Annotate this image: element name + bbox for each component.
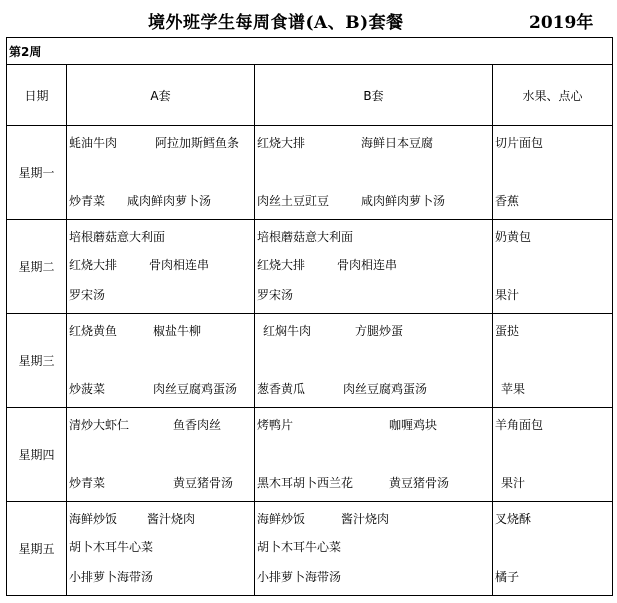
header-day: 日期 [7, 65, 67, 126]
dish: 骨肉相连串 [149, 258, 210, 272]
dish: 海鲜炒饭 [69, 512, 118, 526]
header-set-b: B套 [255, 65, 493, 126]
dish: 清炒大虾仁 [69, 418, 130, 432]
set-b-cell [255, 502, 493, 596]
dish: 蚝油牛肉 [69, 136, 118, 150]
fruit: 果汁 [495, 288, 520, 302]
day-row [7, 408, 613, 502]
day-row [7, 502, 613, 596]
day-name: 星期四 [7, 408, 67, 502]
set-a-cell [67, 502, 255, 596]
dish: 炒青菜 [69, 476, 106, 490]
day-name: 星期三 [7, 314, 67, 408]
dish: 红烧大排 [257, 136, 306, 150]
dish: 红烧大排 [69, 258, 118, 272]
day-name: 星期二 [7, 220, 67, 314]
set-a-cell [67, 126, 255, 220]
dish: 肉丝豆腐鸡蛋汤 [343, 382, 428, 396]
menu-table [6, 37, 613, 596]
dish: 培根蘑菇意大利面 [257, 230, 354, 244]
dish: 咖喱鸡块 [389, 418, 438, 432]
dish: 胡卜木耳牛心菜 [69, 540, 154, 554]
year-label: 2019年 [529, 13, 594, 33]
dish: 罗宋汤 [257, 288, 294, 302]
set-a-cell [67, 220, 255, 314]
snack: 羊角面包 [495, 418, 544, 432]
dish: 鱼香肉丝 [173, 418, 222, 432]
fruit: 橘子 [495, 570, 520, 584]
dish: 阿拉加斯鳕鱼条 [155, 136, 240, 150]
fruit-snack-cell [493, 502, 613, 596]
snack: 切片面包 [495, 136, 544, 150]
dish: 酱汁烧肉 [341, 512, 390, 526]
dish: 咸肉鲜肉萝卜汤 [361, 194, 446, 208]
set-b-cell [255, 314, 493, 408]
dish: 罗宋汤 [69, 288, 106, 302]
fruit: 果汁 [501, 476, 526, 490]
dish: 海鲜日本豆腐 [361, 136, 434, 150]
dish: 方腿炒蛋 [355, 324, 404, 338]
set-b-cell [255, 408, 493, 502]
header-row [7, 65, 613, 126]
header-set-a: A套 [67, 65, 255, 126]
snack: 蛋挞 [495, 324, 520, 338]
dish: 黄豆猪骨汤 [389, 476, 450, 490]
day-name: 星期一 [7, 126, 67, 220]
dish: 肉丝豆腐鸡蛋汤 [153, 382, 238, 396]
dish: 海鲜炒饭 [257, 512, 306, 526]
dish: 椒盐牛柳 [153, 324, 202, 338]
dish: 烤鸭片 [257, 418, 294, 432]
fruit-snack-cell [493, 314, 613, 408]
week-label: 第2周 [7, 38, 613, 65]
dish: 培根蘑菇意大利面 [69, 230, 166, 244]
page-title: 境外班学生每周食谱(A、B)套餐 [148, 13, 404, 33]
fruit-snack-cell [493, 220, 613, 314]
dish: 骨肉相连串 [337, 258, 398, 272]
day-name: 星期五 [7, 502, 67, 596]
header-fruit-snack: 水果、点心 [493, 65, 613, 126]
set-b-cell [255, 220, 493, 314]
dish: 红焖牛肉 [263, 324, 312, 338]
day-row [7, 220, 613, 314]
fruit: 苹果 [501, 382, 526, 396]
dish: 小排萝卜海带汤 [257, 570, 342, 584]
dish: 炒青菜 [69, 194, 106, 208]
day-row [7, 314, 613, 408]
set-a-cell [67, 314, 255, 408]
dish: 小排萝卜海带汤 [69, 570, 154, 584]
fruit: 香蕉 [495, 194, 520, 208]
snack: 叉烧酥 [495, 512, 532, 526]
dish: 黑木耳胡卜西兰花 [257, 476, 354, 490]
fruit-snack-cell [493, 126, 613, 220]
dish: 胡卜木耳牛心菜 [257, 540, 342, 554]
dish: 红烧黄鱼 [69, 324, 118, 338]
dish: 葱香黄瓜 [257, 382, 306, 396]
dish: 酱汁烧肉 [147, 512, 196, 526]
fruit-snack-cell [493, 408, 613, 502]
dish: 红烧大排 [257, 258, 306, 272]
week-row [7, 38, 613, 65]
dish: 黄豆猪骨汤 [173, 476, 234, 490]
day-row [7, 126, 613, 220]
set-a-cell [67, 408, 255, 502]
page-header [0, 0, 617, 36]
dish: 肉丝土豆豇豆 [257, 194, 330, 208]
dish: 咸肉鲜肉萝卜汤 [127, 194, 212, 208]
dish: 炒菠菜 [69, 382, 106, 396]
snack: 奶黄包 [495, 230, 532, 244]
set-b-cell [255, 126, 493, 220]
